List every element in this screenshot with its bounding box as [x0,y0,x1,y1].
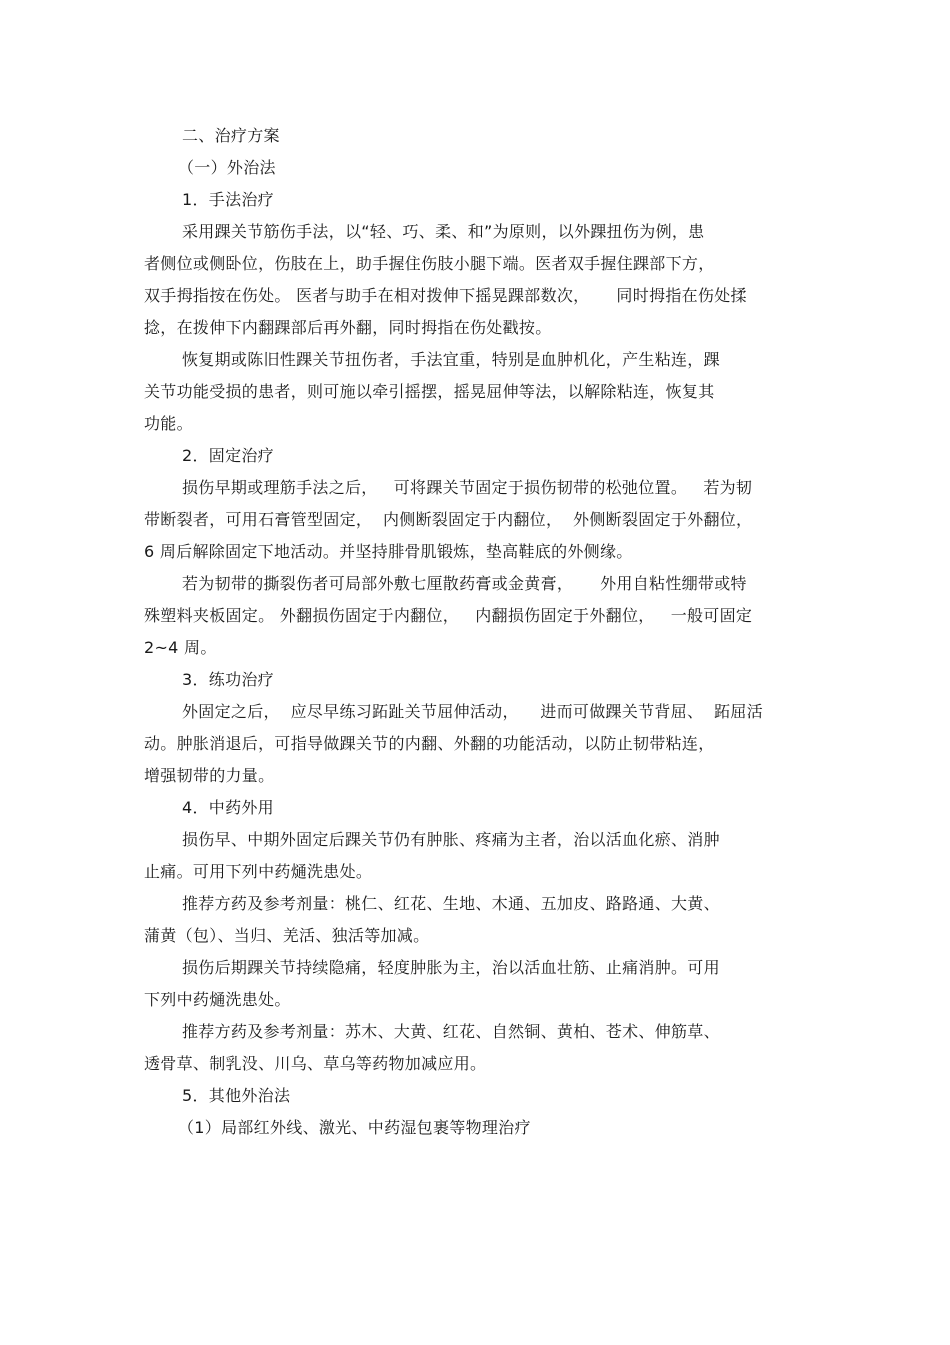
paragraph-line: 捻，在拨伸下内翻踝部后再外翻，同时拇指在伤处戳按。 [144,318,552,337]
paragraph-line: 损伤后期踝关节持续隐痛，轻度肿胀为主，治以活血壮筋、止痛消肿。可用 [182,958,720,977]
paragraph-line: 止痛。可用下列中药熥洗患处。 [144,862,373,881]
paragraph-line: 6 周后解除固定下地活动。并坚持腓骨肌锻炼，垫高鞋底的外侧缘。 [144,542,633,561]
paragraph-line: 蒲黄（包）、当归、羌活、独活等加减。 [144,926,430,945]
paragraph-line: 外固定之后， 应尽早练习跖趾关节屈伸活动， 进而可做踝关节背屈、 跖屈活 [182,702,763,721]
subsection-heading: （一）外治法 [178,158,276,177]
paragraph-line: 双手拇指按在伤处。 医者与助手在相对拨伸下摇晃踝部数次， 同时拇指在伤处揉 [144,286,747,305]
sub-item-heading: （1）局部红外线、激光、中药湿包裹等物理治疗 [178,1118,531,1137]
item-heading: 2．固定治疗 [182,446,274,465]
paragraph-line: 殊塑料夹板固定。 外翻损伤固定于内翻位， 内翻损伤固定于外翻位， 一般可固定 [144,606,753,625]
paragraph-line: 采用踝关节筋伤手法，以“轻、巧、柔、和”为原则，以外踝扭伤为例，患 [182,222,705,241]
item-heading: 1．手法治疗 [182,190,274,209]
paragraph-line: 动。肿胀消退后，可指导做踝关节的内翻、外翻的功能活动，以防止韧带粘连， [144,734,715,753]
paragraph-line: 功能。 [144,414,193,433]
item-heading: 4．中药外用 [182,798,274,817]
paragraph-line: 损伤早、中期外固定后踝关节仍有肿胀、疼痛为主者，治以活血化瘀、消肿 [182,830,720,849]
paragraph-line: 关节功能受损的患者，则可施以牵引摇摆，摇晃屈伸等法，以解除粘连，恢复其 [144,382,715,401]
section-heading: 二、治疗方案 [182,126,280,145]
item-heading: 3．练功治疗 [182,670,274,689]
paragraph-line: 透骨草、制乳没、川乌、草乌等药物加减应用。 [144,1054,487,1073]
paragraph-line: 2~4 周。 [144,638,217,657]
paragraph-line: 者侧位或侧卧位，伤肢在上，助手握住伤肢小腿下端。医者双手握住踝部下方， [144,254,715,273]
item-heading: 5．其他外治法 [182,1086,291,1105]
paragraph-line: 损伤早期或理筋手法之后， 可将踝关节固定于损伤韧带的松弛位置。 若为韧 [182,478,753,497]
paragraph-line: 推荐方药及参考剂量：苏木、大黄、红花、自然铜、黄柏、苍术、伸筋草、 [182,1022,720,1041]
paragraph-line: 若为韧带的撕裂伤者可局部外敷七厘散药膏或金黄膏， 外用自粘性绷带或特 [182,574,747,593]
paragraph-line: 下列中药熥洗患处。 [144,990,291,1009]
paragraph-line: 增强韧带的力量。 [144,766,275,785]
paragraph-line: 恢复期或陈旧性踝关节扭伤者，手法宜重，特别是血肿机化，产生粘连，踝 [182,350,720,369]
paragraph-line: 带断裂者，可用石膏管型固定， 内侧断裂固定于内翻位， 外侧断裂固定于外翻位， [144,510,753,529]
paragraph-line: 推荐方药及参考剂量：桃仁、红花、生地、木通、五加皮、路路通、大黄、 [182,894,720,913]
